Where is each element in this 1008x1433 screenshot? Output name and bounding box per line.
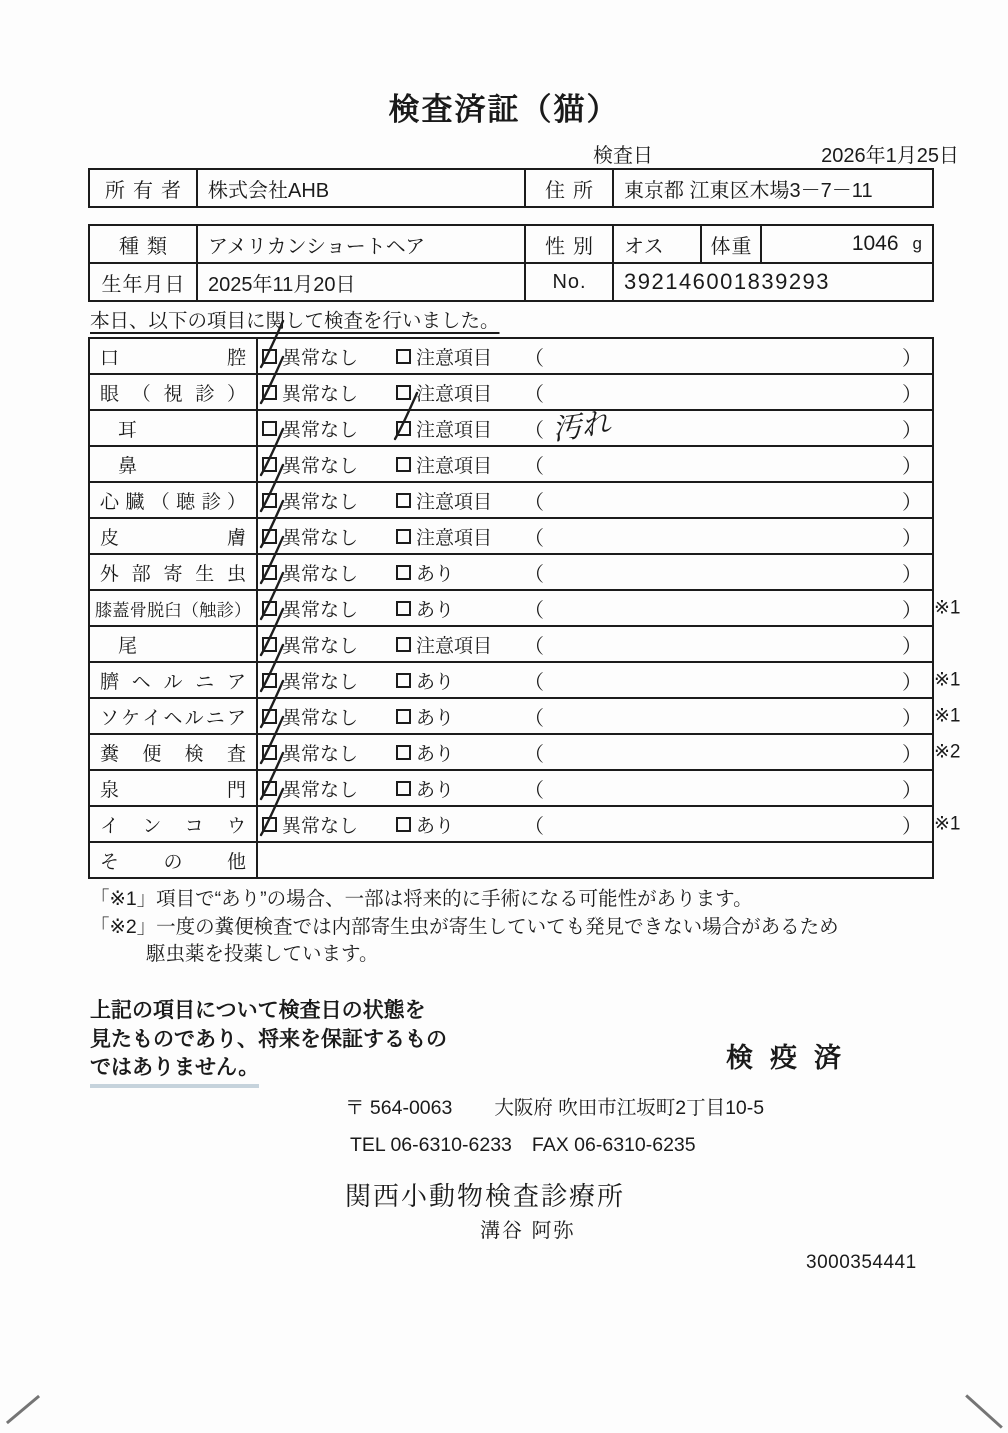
inspection-row-content [258, 591, 932, 625]
paren-open: （ [524, 347, 544, 370]
clinic-postal-line [345, 1092, 764, 1120]
owner-label: 所有者 [105, 179, 189, 202]
option-label: 異常なし [282, 383, 359, 405]
checkbox-icon [262, 817, 277, 832]
paren-open: （ [524, 635, 544, 658]
weight-unit: g [912, 234, 922, 253]
owner-table [88, 168, 934, 208]
handwritten-note: 汚れ [550, 404, 613, 447]
inspection-row [90, 553, 932, 589]
inspection-item-label: 皮 膚 [90, 519, 258, 553]
checkbox-icon [262, 745, 277, 760]
option-present [396, 595, 524, 622]
address-label: 住所 [524, 170, 612, 206]
option-label: あり [416, 599, 455, 621]
footnote-line: 駆虫薬を投薬しています。 [146, 943, 379, 965]
inspection-row [90, 697, 961, 733]
clinic-tel: TEL 06-6310-6233 [350, 1134, 512, 1156]
option-label: あり [416, 815, 455, 837]
inspection-table [88, 337, 961, 879]
checkbox-icon [396, 421, 411, 436]
inspection-row [90, 661, 961, 697]
checkbox-icon [396, 565, 411, 580]
reference-mark: ※2 [934, 741, 961, 763]
paren-open: （ [524, 419, 544, 442]
sex-value: オス [612, 226, 700, 262]
option-label: 異常なし [282, 419, 359, 441]
remarks-area [524, 450, 932, 479]
checkbox-icon [396, 817, 411, 832]
option-label: 注意項目 [416, 347, 493, 369]
quarantine-passed-stamp: 検疫済 [726, 1043, 858, 1073]
inspection-row-content [258, 483, 932, 517]
paren-close: ） [902, 815, 922, 838]
option-normal [262, 415, 396, 442]
reference-mark: ※1 [934, 705, 961, 727]
intro-sentence: 本日、以下の項目に関して検査を行いました。 [90, 310, 500, 332]
paren-open: （ [524, 707, 544, 730]
option-normal [262, 703, 396, 730]
remarks-area [524, 404, 932, 449]
inspection-item-label: 臍 ヘ ル ニ ア [90, 663, 258, 697]
checkbox-icon [396, 385, 411, 400]
option-normal [262, 631, 396, 658]
paren-open: （ [524, 563, 544, 586]
inspection-row [90, 769, 932, 805]
clinic-address: 大阪府 吹田市江坂町2丁目10-5 [494, 1097, 765, 1119]
option-attention [396, 343, 524, 370]
paren-close: ） [902, 563, 922, 586]
checkbox-icon [396, 493, 411, 508]
inspection-row-content [258, 627, 932, 661]
disclaimer-line: 見たものであり、将来を保証するもの [90, 1027, 447, 1051]
inspection-item-label: 鼻 [90, 447, 258, 481]
option-label: 異常なし [282, 563, 359, 585]
inspection-date-value: 2026年1月25日 [821, 145, 959, 167]
weight-value: 1046 [851, 232, 899, 255]
option-label: 異常なし [282, 455, 359, 477]
option-label: 注意項目 [416, 527, 493, 549]
checkbox-icon [396, 781, 411, 796]
reference-mark: ※1 [934, 597, 961, 619]
footnote-line: 「※1」項目で“あり”の場合、一部は将来的に手術になる可能性があります。 [90, 888, 753, 910]
paren-open: （ [524, 383, 544, 406]
option-present [396, 739, 524, 766]
disclaimer-line: ではありません。 [90, 1054, 259, 1088]
scan-artifact [965, 1394, 1003, 1428]
option-attention [396, 631, 524, 658]
inspection-item-label: 眼 （ 視 診 ） [90, 375, 258, 409]
paren-close: ） [902, 419, 922, 442]
checkbox-icon [262, 565, 277, 580]
inspection-date-line [593, 139, 959, 168]
option-label: 異常なし [282, 635, 359, 657]
owner-value: 株式会社AHB [196, 170, 524, 206]
checkbox-icon [396, 457, 411, 472]
paren-close: ） [902, 347, 922, 370]
remarks-area [524, 810, 932, 839]
inspection-item-label: ソ ケ イ ヘ ル ニ ア [90, 699, 258, 733]
option-label: 異常なし [282, 491, 359, 513]
option-label: あり [416, 707, 455, 729]
postal-code: 〒 564-0063 [345, 1097, 453, 1119]
number-value: 392146001839293 [612, 264, 932, 300]
inspection-item-label: 心 臓 （ 聴 診 ） [90, 483, 258, 517]
inspection-row [90, 841, 932, 877]
inspection-item-label: 口 腔 [90, 339, 258, 373]
option-normal [262, 595, 396, 622]
option-label: 異常なし [282, 815, 359, 837]
checkbox-icon [262, 673, 277, 688]
paren-close: ） [902, 455, 922, 478]
clinic-telfax-line [350, 1134, 696, 1157]
option-label: 異常なし [282, 599, 359, 621]
option-normal [262, 667, 396, 694]
inspection-item-label: 糞 便 検 査 [90, 735, 258, 769]
option-normal [262, 487, 396, 514]
option-present [396, 703, 524, 730]
checkbox-icon [396, 637, 411, 652]
checkbox-icon [396, 673, 411, 688]
remarks-area [524, 666, 932, 695]
option-label: 注意項目 [416, 491, 493, 513]
inspection-date-label: 検査日 [593, 145, 653, 167]
checkbox-icon [262, 385, 277, 400]
inspection-row [90, 404, 932, 447]
reference-mark: ※1 [934, 813, 961, 835]
option-present [396, 559, 524, 586]
option-label: 注意項目 [416, 383, 493, 405]
option-label: 異常なし [282, 779, 359, 801]
option-normal [262, 775, 396, 802]
remarks-area [524, 594, 932, 623]
paren-close: ） [902, 527, 922, 550]
option-normal [262, 739, 396, 766]
checkbox-icon [262, 493, 277, 508]
option-label: あり [416, 563, 455, 585]
paren-open: （ [524, 491, 544, 514]
document-number: 3000354441 [806, 1252, 917, 1273]
option-normal [262, 559, 396, 586]
paren-open: （ [524, 779, 544, 802]
option-label: あり [416, 779, 455, 801]
address-value: 東京都 江東区木場3－7－11 [612, 170, 932, 206]
inspection-row [90, 805, 961, 841]
inspection-row-content [258, 339, 932, 373]
inspection-row-content [258, 699, 932, 733]
inspection-row [90, 733, 961, 769]
paren-open: （ [524, 743, 544, 766]
inspection-row-content [258, 771, 932, 805]
breed-label: 種類 [119, 235, 175, 258]
sex-label: 性別 [524, 226, 612, 262]
weight-label: 体重 [700, 226, 760, 262]
option-label: 注意項目 [416, 419, 493, 441]
option-present [396, 667, 524, 694]
inspection-row [90, 517, 932, 553]
inspection-item-label: 耳 [90, 411, 258, 445]
inspection-row-content [258, 663, 932, 697]
option-normal [262, 451, 396, 478]
option-label: 異常なし [282, 527, 359, 549]
checkbox-icon [262, 709, 277, 724]
option-attention [396, 379, 524, 406]
option-label: 異常なし [282, 743, 359, 765]
inspection-item-label: 外 部 寄 生 虫 [90, 555, 258, 589]
option-normal [262, 379, 396, 406]
checkbox-icon [262, 529, 277, 544]
inspection-item-label: 尾 [90, 627, 258, 661]
remarks-area [524, 774, 932, 803]
checkbox-icon [262, 349, 277, 364]
option-normal [262, 811, 396, 838]
option-attention [396, 523, 524, 550]
remarks-area [524, 630, 932, 659]
birthdate-value: 2025年11月20日 [196, 264, 524, 300]
option-attention [396, 487, 524, 514]
scan-artifact [6, 1395, 40, 1424]
inspection-row-content [258, 555, 932, 589]
footnote-line: 「※2」一度の糞便検査では内部寄生虫が寄生していても発見できない場合があるため [90, 915, 839, 938]
paren-open: （ [524, 671, 544, 694]
checkbox-icon [262, 637, 277, 652]
paren-open: （ [524, 455, 544, 478]
inspection-item-label: 泉 門 [90, 771, 258, 805]
option-present [396, 775, 524, 802]
option-present [396, 811, 524, 838]
paren-close: ） [902, 671, 922, 694]
inspection-item-label: そ の 他 [90, 843, 258, 877]
option-attention [396, 451, 524, 478]
inspection-item-label: イ ン コ ウ [90, 807, 258, 841]
reference-mark: ※1 [934, 669, 961, 691]
remarks-area [524, 522, 932, 551]
checkbox-icon [396, 349, 411, 364]
breed-value: アメリカンショートヘア [196, 226, 524, 262]
paren-open: （ [524, 527, 544, 550]
inspection-row-content [258, 404, 932, 447]
paren-close: ） [902, 491, 922, 514]
inspection-row-content [258, 735, 932, 769]
checkbox-icon [262, 457, 277, 472]
option-label: 異常なし [282, 347, 359, 369]
paren-close: ） [902, 599, 922, 622]
inspection-item-label: 膝 蓋 骨 脱 臼 （ 触 診 ） [90, 591, 258, 625]
paren-close: ） [902, 707, 922, 730]
inspection-row [90, 445, 932, 481]
paren-close: ） [902, 383, 922, 406]
clinic-fax: FAX 06-6310-6235 [531, 1134, 696, 1156]
number-label: No. [524, 264, 612, 300]
option-normal [262, 343, 396, 370]
inspection-row [90, 339, 932, 373]
remarks-area [524, 342, 932, 371]
option-normal [262, 523, 396, 550]
inspection-row [90, 589, 961, 625]
option-label: あり [416, 671, 455, 693]
paren-open: （ [524, 599, 544, 622]
checkbox-icon [262, 421, 277, 436]
inspection-row-content [258, 519, 932, 553]
footnotes [90, 886, 839, 969]
inspection-row-content [258, 843, 932, 877]
clinic-name: 関西小動物検査診療所 [345, 1181, 626, 1211]
document-title: 検査済証（猫） [388, 92, 620, 127]
inspection-row [90, 481, 932, 517]
inspection-row [90, 373, 932, 409]
option-label: 異常なし [282, 671, 359, 693]
paren-close: ） [902, 779, 922, 802]
paren-open: （ [524, 815, 544, 838]
paren-close: ） [902, 635, 922, 658]
paren-close: ） [902, 743, 922, 766]
disclaimer [90, 997, 447, 1088]
remarks-area [524, 702, 932, 731]
examiner-name: 溝谷 阿弥 [480, 1220, 576, 1242]
option-label: 異常なし [282, 707, 359, 729]
inspection-row [90, 625, 932, 661]
inspection-row-content [258, 807, 932, 841]
option-label: あり [416, 743, 455, 765]
option-attention [396, 415, 524, 442]
checkbox-icon [396, 745, 411, 760]
animal-table [88, 224, 934, 302]
checkbox-icon [262, 601, 277, 616]
option-label: 注意項目 [416, 635, 493, 657]
option-label: 注意項目 [416, 455, 493, 477]
remarks-area [524, 738, 932, 767]
weight-cell [760, 226, 932, 262]
checkbox-icon [262, 781, 277, 796]
remarks-area [524, 486, 932, 515]
remarks-area [524, 558, 932, 587]
checkbox-icon [396, 709, 411, 724]
checkbox-icon [396, 601, 411, 616]
checkbox-icon [396, 529, 411, 544]
disclaimer-line: 上記の項目について検査日の状態を [90, 999, 426, 1022]
inspection-row-content [258, 447, 932, 481]
birthdate-label: 生年月日 [101, 273, 186, 296]
